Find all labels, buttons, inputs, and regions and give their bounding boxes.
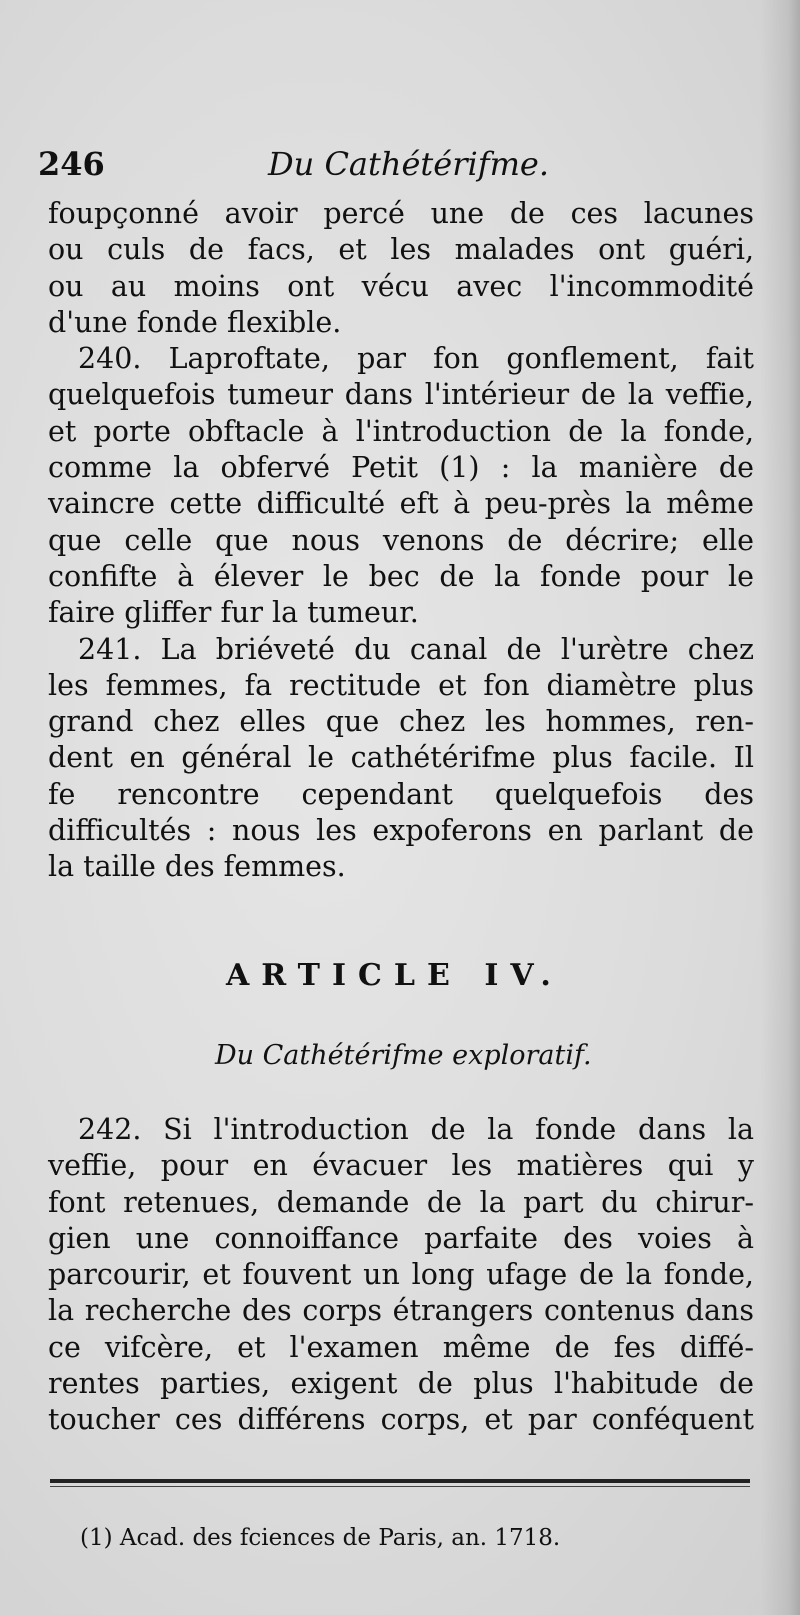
footnote: (1) Acad. des fciences de Paris, an. 1718.: [80, 1525, 561, 1551]
text-line: d'une fonde flexible.: [48, 305, 342, 339]
footnote-divider: [50, 1479, 750, 1483]
section-subtitle: Du Cathétérifme exploratif.: [215, 1040, 592, 1071]
text-line: faire gliffer fur la tumeur.: [48, 596, 419, 630]
text-line: toucher ces différens corps, et par conféquent: [48, 1403, 754, 1437]
text-line: ce vifcère, et l'examen même de fes diffé-: [48, 1330, 754, 1364]
text-line: difficultés : nous les expoferons en parlant de: [48, 814, 754, 848]
text-line: gien une connoiffance parfaite des voies à: [48, 1221, 754, 1255]
text-line: quelquefois tumeur dans l'intérieur de la veffie,: [48, 378, 754, 412]
body-text-block-2: [48, 1112, 754, 1439]
page-edge-shadow: [760, 0, 800, 1615]
paragraph-241-start: 241. La briéveté du canal de l'urètre chez: [78, 632, 754, 666]
article-heading: ARTICLE IV.: [226, 958, 563, 993]
text-line: et porte obftacle à l'introduction de la fonde,: [48, 414, 754, 448]
page-number: 246: [38, 145, 105, 183]
text-line: ou au moins ont vécu avec l'incommodité: [48, 269, 754, 303]
text-line: comme la obfervé Petit (1) : la manière de: [48, 451, 754, 485]
footnote-divider-thin: [50, 1486, 750, 1487]
text-line: fe rencontre cependant quelquefois des: [48, 777, 754, 811]
text-line: grand chez elles que chez les hommes, ren-: [48, 705, 754, 739]
body-text-block-1: [48, 196, 754, 886]
text-line: les femmes, fa rectitude et fon diamètre plus: [48, 668, 754, 702]
text-line: veffie, pour en évacuer les matières qui y: [48, 1149, 754, 1183]
page-header: [38, 145, 758, 193]
text-line: que celle que nous venons de décrire; elle: [48, 523, 754, 557]
text-line: rentes parties, exigent de plus l'habitude de: [48, 1367, 754, 1401]
running-title: Du Cathétérifme.: [268, 145, 550, 183]
text-line: foupçonné avoir percé une de ces lacunes: [48, 197, 754, 230]
paragraph-242-start: 242. Si l'introduction de la fonde dans la: [78, 1113, 754, 1146]
text-line: la taille des femmes.: [48, 850, 346, 884]
text-line: ou culs de facs, et les malades ont guéri,: [48, 233, 754, 267]
paragraph-240-start: 240. Laproftate, par fon gonflement, fait: [78, 342, 754, 376]
text-line: dent en général le cathétérifme plus facile. Il: [48, 741, 754, 775]
text-line: la recherche des corps étrangers contenus dans: [48, 1294, 754, 1328]
text-line: confifte à élever le bec de la fonde pour le: [48, 559, 754, 593]
text-line: font retenues, demande de la part du chirur-: [48, 1185, 754, 1219]
text-line: vaincre cette difficulté eft à peu-près la même: [48, 487, 754, 521]
text-line: parcourir, et fouvent un long ufage de la fonde,: [48, 1258, 754, 1292]
